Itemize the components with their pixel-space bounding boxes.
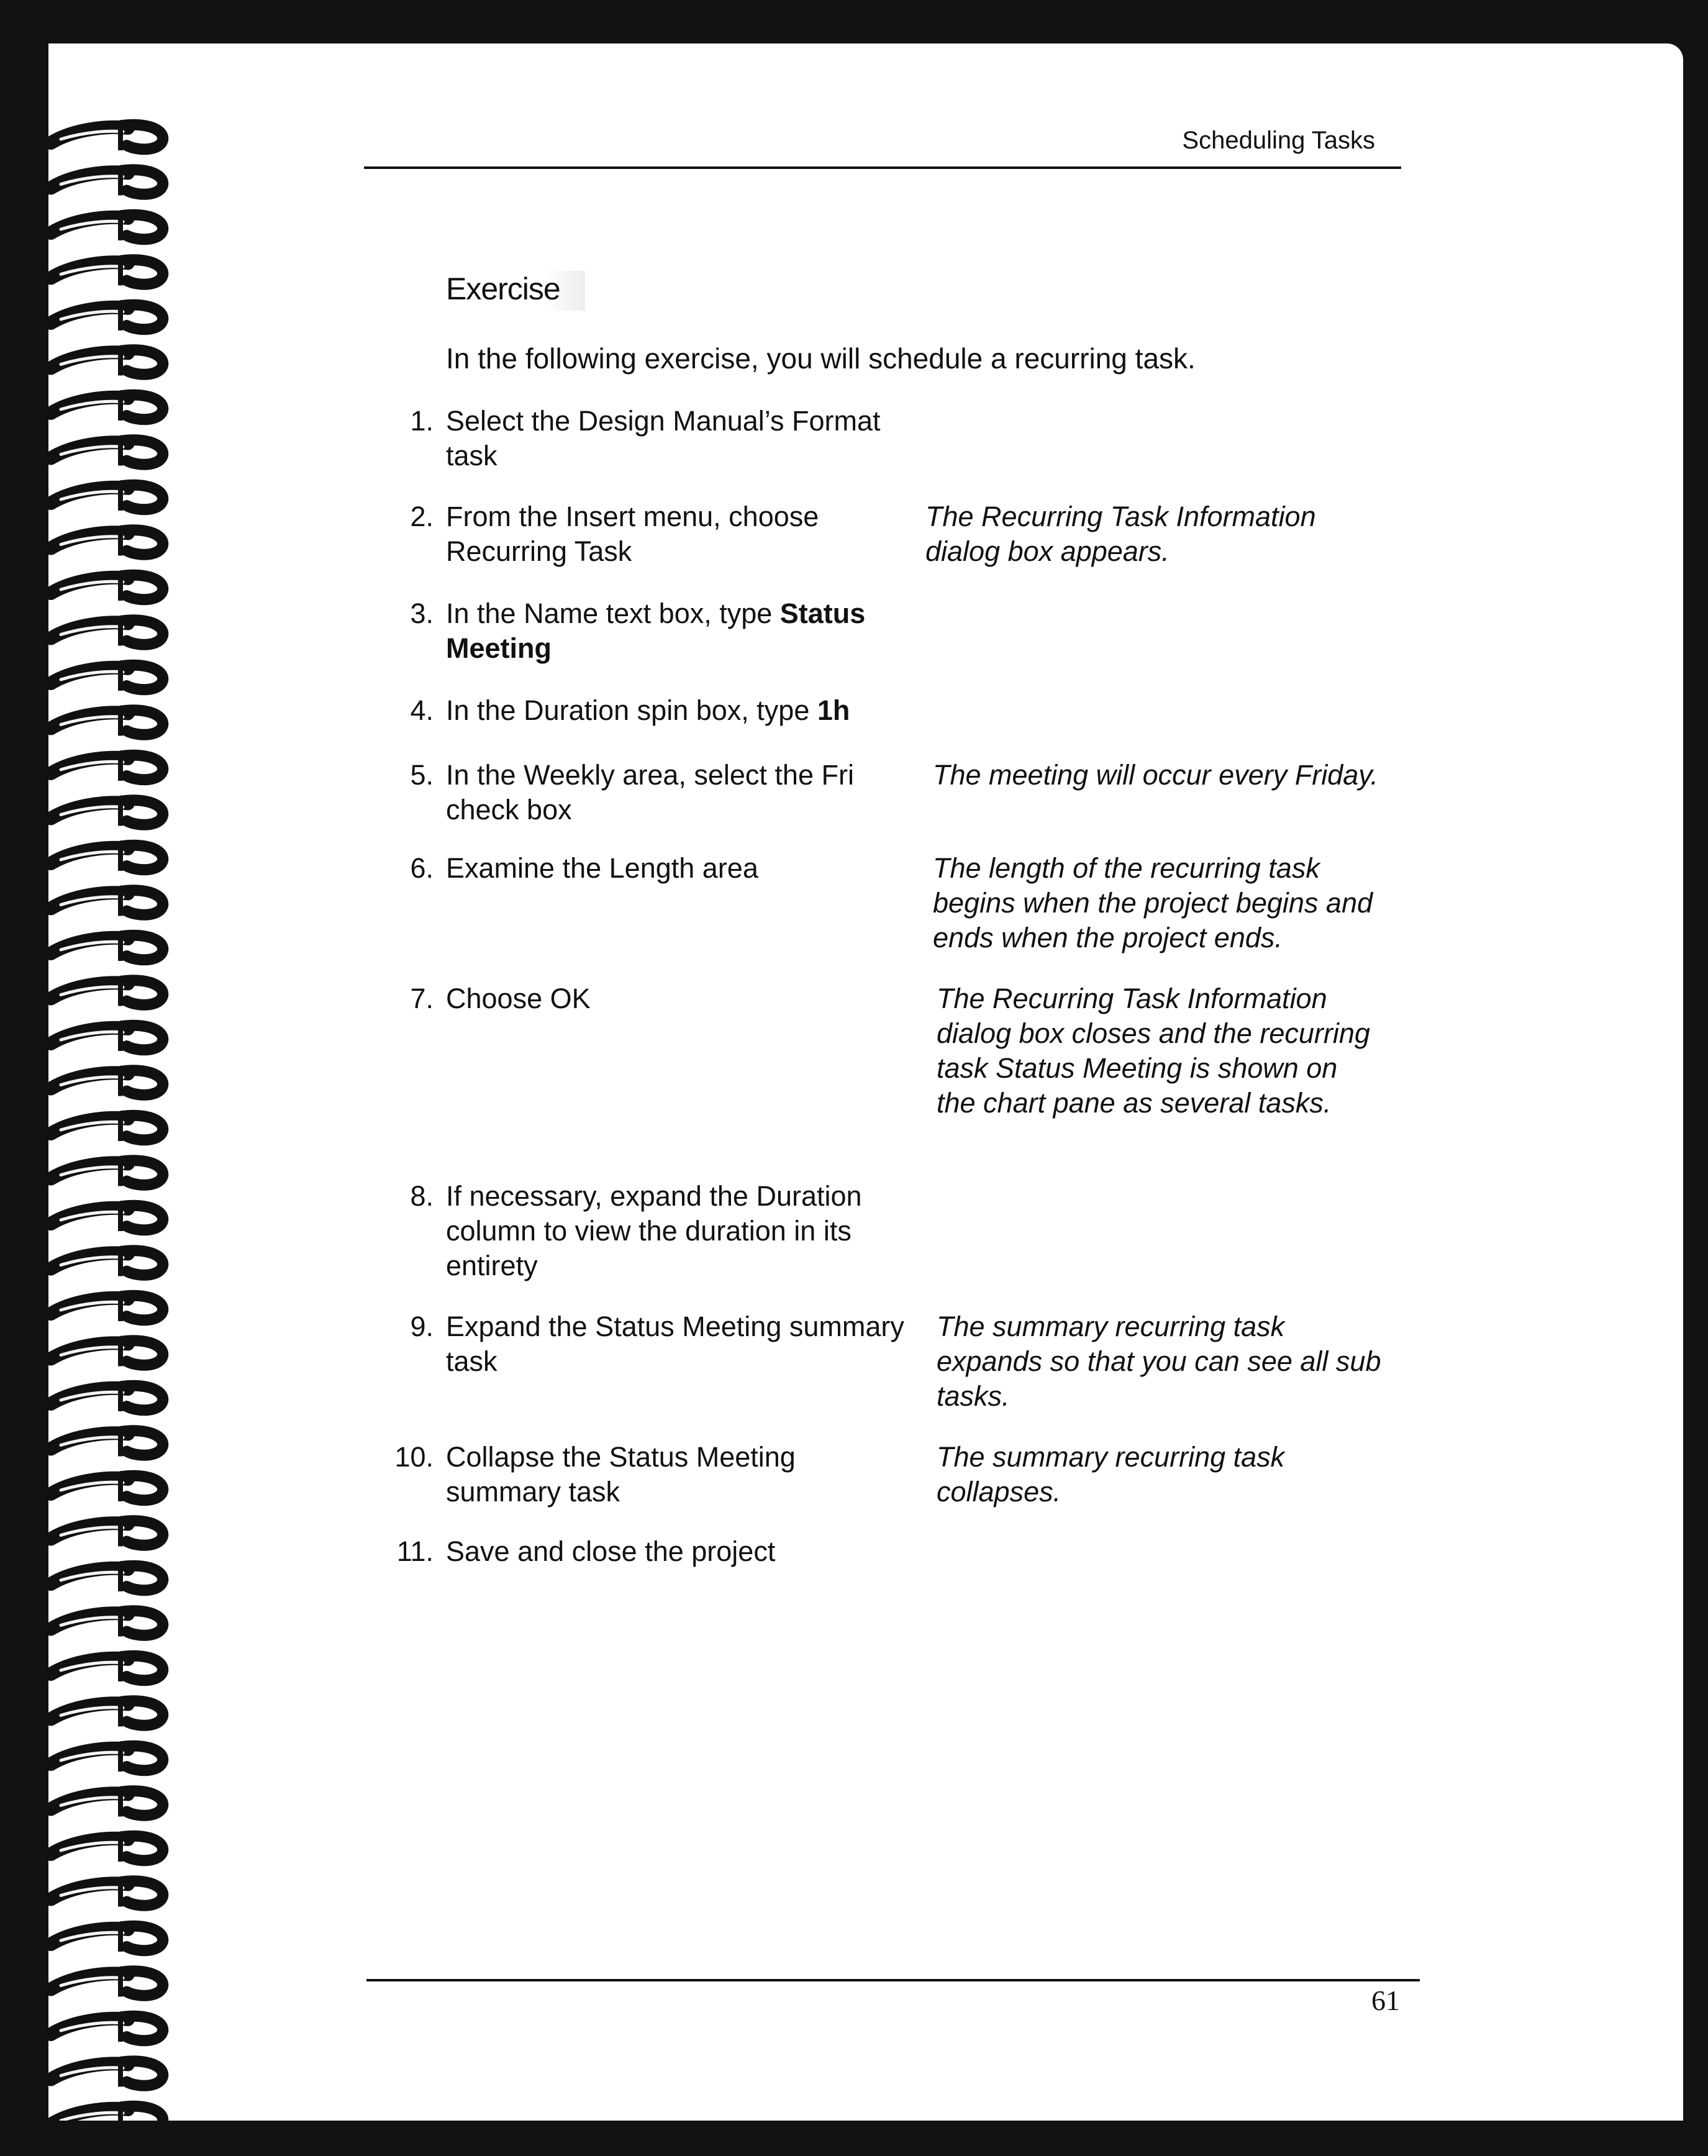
step-result: The summary recurring task expands so that you can see all sub tasks. [937,1311,1381,1412]
spiral-coil [51,1206,163,1231]
step-number: 1. [410,405,434,437]
spiral-coil [51,440,163,465]
typed-value: 1h [817,694,850,726]
spiral-coil [51,1701,163,1726]
spiral-coil [51,125,163,150]
spiral-coil [51,485,163,511]
step-instruction: Save and close the project [446,1535,776,1567]
step-instruction: Select the Design Manual’s Format task [446,405,881,471]
spiral-coil [51,1296,163,1321]
spiral-coil [51,890,163,916]
spiral-coil [51,1476,163,1501]
spiral-coil [51,1070,163,1096]
spiral-coil [51,710,163,735]
step-number: 7. [410,983,434,1014]
spiral-coil [51,1566,163,1591]
spiral-coil [51,575,163,601]
spiral-coil [51,755,163,781]
step-number: 8. [410,1180,434,1212]
spiral-coil [51,845,163,871]
spiral-coil [51,1160,163,1186]
spiral-coil [51,620,163,645]
section-header: Scheduling Tasks [1182,127,1375,154]
step-result: The Recurring Task Information dialog box closes and the recurring task Status Meeting is shown on the chart pane as several tasks. [937,983,1370,1119]
spiral-coil [51,1340,163,1366]
step-instruction: Choose OK [446,983,591,1014]
instruction-text: In the Duration spin box, type [446,694,817,726]
footer-rule [366,1979,1420,1981]
spiral-coil [51,1431,163,1456]
step-number: 9. [410,1311,434,1342]
step-instruction: From the Insert menu, choose Recurring Task [446,501,819,567]
spiral-coil [51,2016,163,2042]
spiral-coil [51,1386,163,1411]
step-number: 11. [396,1535,434,1567]
exercise-title: Exercise [446,271,585,311]
spiral-coil [51,305,163,330]
instruction-text: In the Name text box, type [446,598,780,629]
spiral-coil [51,1971,163,1996]
spiral-coil [51,1656,163,1681]
step-instruction: Expand the Status Meeting summary task [446,1311,904,1377]
step-instruction [446,596,918,666]
spiral-coil [51,800,163,826]
spiral-coil [51,1026,163,1051]
spiral-binding [48,112,191,2121]
step-result: The meeting will occur every Friday. [933,759,1378,791]
step-instruction: In the Weekly area, select the Fri check box [446,759,854,826]
typed-value: Status Meeting [446,598,866,664]
spiral-coil [51,1881,163,1906]
step-instruction: Examine the Length area [446,852,758,884]
step-number: 2. [410,501,434,532]
step-number: 3. [410,598,434,629]
spiral-coil [51,395,163,421]
step-instruction: Collapse the Status Meeting summary task [446,1441,796,1508]
page-number: 61 [1371,1985,1400,2016]
step-number: 6. [410,852,434,884]
spiral-coil [51,1116,163,1141]
spiral-coil [51,260,163,285]
spiral-coil [51,170,163,195]
step-number: 4. [410,694,434,726]
spiral-coil [51,1836,163,1862]
spiral-coil [51,1611,163,1636]
spiral-coil [51,215,163,240]
manual-page [48,43,1683,2121]
header-rule [364,166,1401,169]
spiral-coil [51,1521,163,1546]
spiral-coil [51,2061,163,2086]
step-result: The summary recurring task collapses. [937,1441,1285,1508]
spiral-coil [51,2106,163,2121]
spiral-coil [51,935,163,961]
step-instruction: If necessary, expand the Duration column to view the duration in its entirety [446,1180,862,1281]
spiral-coil [51,350,163,375]
spiral-coil [51,980,163,1006]
step-number: 10. [394,1441,434,1473]
step-instruction [446,693,918,728]
spiral-coil [51,530,163,555]
step-result: The length of the recurring task begins when the project begins and ends when the project ends. [933,852,1373,953]
spiral-coil [51,1250,163,1276]
step-number: 5. [410,759,434,791]
spiral-coil [51,665,163,691]
spiral-coil [51,1746,163,1772]
spiral-coil [51,1926,163,1952]
exercise-intro: In the following exercise, you will schedule a recurring task. [446,342,1196,375]
step-result: The Recurring Task Information dialog box appears. [925,501,1316,567]
spiral-coil [51,1791,163,1816]
